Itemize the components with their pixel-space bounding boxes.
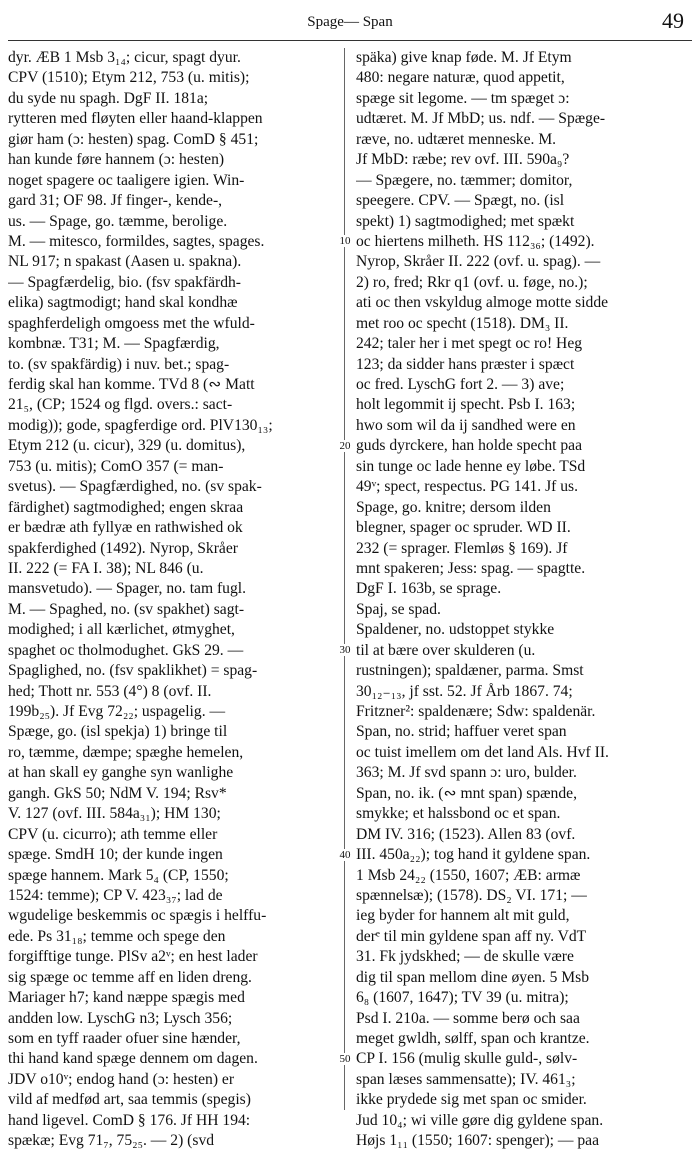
text-line: noget spagere oc taaligere igien. Win- (8, 171, 245, 189)
text-line: 199b₂₅). Jf Evg 72₂₂; uspagelig. — (8, 703, 226, 720)
text-line: thi hand kand spæge dennem om dagen. (8, 1050, 258, 1068)
text-line: Jud 10₄; wi ville gøre dig gyldene span. (356, 1111, 604, 1129)
text-line: Span, no. strid; haffuer veret span (356, 723, 567, 741)
text-line: ieg byder for hannem alt mit guld, (356, 907, 570, 925)
header-rule (8, 40, 692, 41)
text-line: DM IV. 316; (1523). Allen 83 (ovf. (356, 825, 576, 843)
text-line: sig spæge oc temme aff en liden dreng. (8, 968, 252, 986)
text-line: som en tyff raader ofuer sine hænder, (8, 1030, 241, 1047)
text-line: dig til span mellom dine øyen. 5 Msb (356, 968, 590, 986)
text-line: spaghferdeligh omgoess met the wfuld- (8, 314, 255, 332)
text-line: Mariager h7; kand næppe spægis med (8, 989, 245, 1007)
text-line: M. — Spaghed, no. (sv spakhet) sagt- (8, 600, 245, 618)
text-line: DgF I. 163b, se sprage. (356, 580, 502, 598)
text-line: oc fred. LyschG fort 2. — 3) ave; (356, 376, 565, 393)
text-line: Jf MbD: ræbe; rev ovf. III. 590a₉? (356, 151, 570, 169)
text-line: holt legommit ij specht. Psb I. 163; (356, 396, 576, 414)
text-line: elika) sagtmodigt; hand skal kondhæ (8, 294, 238, 312)
text-line: hand ligevel. ComD § 176. Jf HH 194: (8, 1111, 251, 1129)
text-line: M. — mitesco, formildes, sagtes, spages. (8, 232, 265, 250)
right-column (356, 48, 686, 1152)
text-line: ro, tæmme, dæmpe; spæghe hemelen, (8, 743, 244, 761)
left-column (8, 48, 338, 1152)
text-line: 753 (u. mitis); ComO 357 (= man- (8, 457, 224, 475)
text-line: vild af medfød art, saa temmis (spegis) (8, 1091, 251, 1109)
text-line: at han skall ey ganghe syn wanlighe (8, 764, 234, 782)
text-line: blegner, spager oc spruder. WD II. (356, 519, 571, 537)
text-line: giør ham (ɔ: hesten) spag. ComD § 451; (8, 130, 259, 148)
text-line: Nyrop, Skråer II. 222 (ovf. u. spag). — (356, 253, 601, 271)
text-line: CP I. 156 (mulig skulle guld-, sølv- (356, 1050, 578, 1068)
text-line: to. (sv spakfärdig) i nuv. bet.; spag- (8, 355, 230, 373)
text-line: Spaldener, no. udstoppet stykke (356, 621, 555, 639)
line-number: 30 (337, 644, 353, 656)
text-line: rytteren med fløyten eller haand-klappen (8, 110, 263, 128)
text-line: du syde nu spagh. DgF II. 181a; (8, 89, 209, 107)
text-line: er bædræ ath fyllyæ en rathwished ok (8, 519, 243, 537)
running-header: Spage— Span (307, 14, 393, 30)
text-line: kombnæ. T31; M. — Spagfærdig, (8, 335, 220, 353)
line-number: 10 (337, 235, 353, 247)
line-number: 50 (337, 1053, 353, 1065)
text-line: — Spagfærdelig, bio. (fsv spakfärdh- (8, 273, 241, 291)
text-line: 30₁₂₋₁₃, jf sst. 52. Jf Årb 1867. 74; (356, 682, 573, 700)
text-line: 232 (= sprager. Flemløs § 169). Jf (356, 539, 568, 557)
text-line: spæge hannem. Mark 5₄ (CP, 1550; (8, 866, 229, 884)
text-line: guds dyrckere, han holde specht paa (356, 437, 583, 455)
text-line: rustningen); spaldæner, parma. Smst (356, 662, 584, 680)
text-line: ræve, no. udtæret menneske. M. (356, 130, 557, 148)
text-line: dyr. ÆB 1 Msb 3₁₄; cicur, spagt dyur. (8, 49, 241, 66)
text-line: — Spægere, no. tæmmer; domitor, (356, 171, 573, 189)
text-line: modig)); gode, spagferdige ord. PlV130₁₃; (8, 416, 273, 434)
text-line: Højs 1₁₁ (1550; 1607: spenger); — paa (356, 1132, 600, 1150)
text-line: spekt) 1) sagtmodighed; met spækt (356, 212, 575, 230)
text-line: 480: negare naturæ, quod appetit, (356, 69, 565, 87)
text-line: mnt spakeren; Jess: spag. — spagtte. (356, 559, 586, 577)
text-line: Span, no. ik. (∾ mnt span) spænde, (356, 784, 577, 802)
text-line: Spæge, go. (isl spekja) 1) bringe til (8, 723, 228, 741)
text-line: mansvetudo). — Spager, no. tam fugl. (8, 580, 247, 598)
text-line: Spage, go. knitre; dersom ilden (356, 498, 551, 516)
text-line: spækæ; Evg 71₇, 75₂₅. — 2) (svd (8, 1132, 215, 1150)
text-line: han kunde føre hannem (ɔ: hesten) (8, 151, 225, 169)
text-line: span læses sammensatte); IV. 461₃; (356, 1070, 576, 1088)
text-line: Spaglighed, no. (fsv spaklikhet) = spag- (8, 662, 258, 680)
line-number: 20 (337, 440, 353, 452)
text-line: 31. Fk jydskhed; — de skulle være (356, 948, 574, 966)
text-line: ede. Ps 31₁₈; temme och spege den (8, 927, 226, 945)
text-line: JDV o10ᵛ; endog hand (ɔ: hesten) er (8, 1070, 235, 1088)
text-line: Psd I. 210a. — somme berø och saa (356, 1009, 580, 1027)
text-line: met roo oc specht (1518). DM₃ II. (356, 314, 569, 332)
text-line: CPV (1510); Etym 212, 753 (u. mitis); (8, 69, 250, 87)
text-line: färdighet) sagtmodighed; engen skraa (8, 498, 244, 516)
text-line: sin tunge oc lade henne ey løbe. TSd (356, 457, 586, 475)
text-line: II. 222 (= FA I. 38); NL 846 (u. (8, 559, 204, 577)
text-line: 21₅, (CP; 1524 og flgd. overs.: sact- (8, 396, 233, 414)
text-line: gangh. GkS 50; NdM V. 194; Rsv* (8, 784, 227, 802)
text-line: CPV (u. cicurro); ath temme eller (8, 825, 218, 843)
text-line: til at bære over skulderen (u. (356, 641, 536, 659)
text-line: smykke; et halssbond oc et span. (356, 805, 561, 823)
text-line: 363; M. Jf svd spann ɔ: uro, bulder. (356, 764, 577, 782)
text-line: hwo som wil da ij sandhed were en (356, 416, 576, 434)
text-line: 2) ro, fred; Rkr q1 (ovf. u. føge, no.); (356, 273, 588, 291)
text-line: 6₈ (1607, 1647); TV 39 (u. mitra); (356, 989, 569, 1007)
text-line: Etym 212 (u. cicur), 329 (u. domitus), (8, 437, 246, 455)
text-line: ati oc then vskyldug almoge motte sidde (356, 294, 609, 312)
text-line: NL 917; n spakast (Aasen u. spakna). (8, 253, 242, 271)
text-line: gard 31; OF 98. Jf finger-, kende-, (8, 192, 223, 210)
text-line: andden low. LyschG n3; Lysch 356; (8, 1009, 233, 1027)
text-line: 123; da sidder hans præster i spæct (356, 355, 575, 373)
text-line: spaghet oc tholmodughet. GkS 29. — (8, 641, 244, 659)
text-line: modighed; i all kærlichet, øtmyghet, (8, 621, 235, 639)
text-line: derᵉ til min gyldene span aff ny. VdT (356, 927, 587, 945)
text-line: spæge sit legome. — tm spæget ɔ: (356, 89, 570, 107)
text-line: spæge. SmdH 10; der kunde ingen (8, 846, 223, 864)
text-line: Fritzner²: spaldenære; Sdw: spaldenär. (356, 703, 596, 720)
text-line: forgifftige tunge. PlSv a2ᵛ; en hest lader (8, 948, 258, 966)
text-line: spænnelsæ); (1578). DS₂ VI. 171; — (356, 886, 587, 904)
text-line: wgudelige beskemmis oc spægis i helffu- (8, 907, 267, 925)
text-line: spakferdighed (1492). Nyrop, Skråer (8, 539, 238, 557)
text-line: oc hiertens milheth. HS 112₃₆; (1492). (356, 232, 595, 250)
text-line: meget gwldh, sølff, span och krantze. (356, 1030, 590, 1047)
line-number: 40 (337, 849, 353, 861)
text-line: ikke prydede sig met span oc smider. (356, 1091, 587, 1109)
text-line: ferdig skal han komme. TVd 8 (∾ Matt (8, 376, 255, 393)
text-line: 242; taler her i met spegt oc ro! Heg (356, 335, 583, 353)
text-line: 1 Msb 24₂₂ (1550, 1607; ÆB: armæ (356, 866, 581, 884)
text-line: Spaj, se spad. (356, 600, 441, 618)
text-line: speegere. CPV. — Spægt, no. (isl (356, 192, 565, 210)
text-line: hed; Thott nr. 553 (4°) 8 (ovf. II. (8, 682, 212, 700)
text-line: us. — Spage, go. tæmme, berolige. (8, 212, 228, 230)
text-line: 49ᵛ; spect, respectus. PG 141. Jf us. (356, 478, 579, 496)
text-line: udtæret. M. Jf MbD; us. ndf. — Spæge- (356, 110, 606, 128)
text-line: oc tuist imellem om det land Als. Hvf II. (356, 743, 609, 761)
text-line: 1524: temme); CP V. 423₃₇; lad de (8, 886, 223, 904)
page-number: 49 (662, 8, 684, 33)
text-line: späka) give knap føde. M. Jf Etym (356, 49, 572, 66)
column-divider (344, 48, 345, 1110)
text-line: svetus). — Spagfærdighed, no. (sv spak- (8, 478, 262, 496)
text-line: III. 450a₂₂); tog hand it gyldene span. (356, 846, 591, 864)
text-line: V. 127 (ovf. III. 584a₃₁); HM 130; (8, 805, 221, 823)
